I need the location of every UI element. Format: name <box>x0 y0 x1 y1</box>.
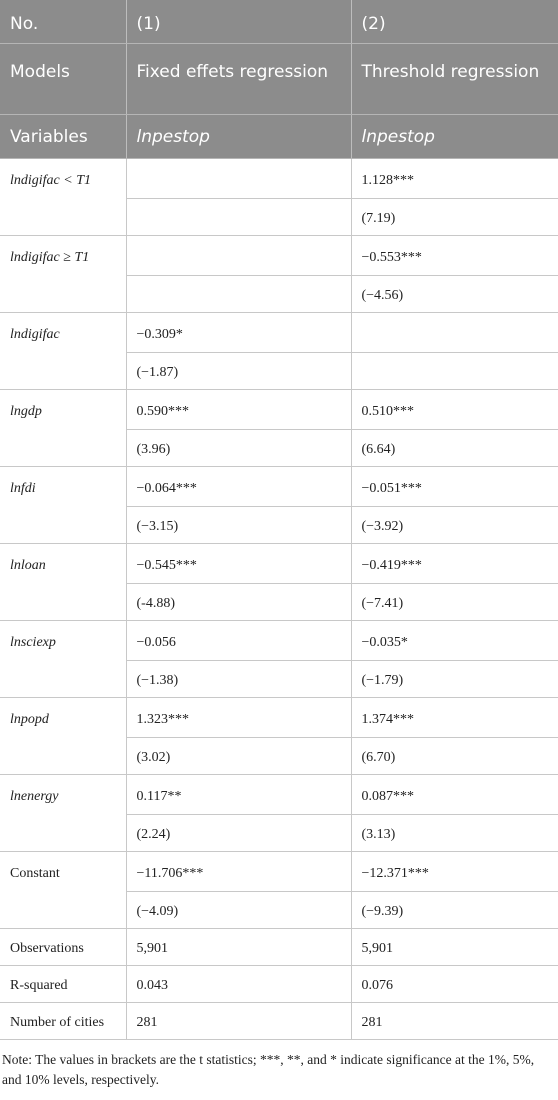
stat-cell: 0.076 <box>351 965 558 1002</box>
tstat-cell: (-4.88) <box>126 583 351 620</box>
header-cell: Fixed effets regression <box>126 43 351 114</box>
coef-cell: 0.510*** <box>351 389 558 429</box>
stat-cell: 281 <box>351 1002 558 1039</box>
coef-cell: 1.323*** <box>126 697 351 737</box>
header-cell: Variables <box>0 114 126 158</box>
table-row <box>0 158 558 198</box>
table-row <box>0 389 558 429</box>
tstat-cell: (−4.09) <box>126 891 351 928</box>
tstat-cell: (3.02) <box>126 737 351 774</box>
coef-cell: −0.553*** <box>351 235 558 275</box>
coef-cell: −0.051*** <box>351 466 558 506</box>
tstat-cell: (−4.56) <box>351 275 558 312</box>
variable-label: lndigifac ≥ T1 <box>0 235 126 312</box>
stat-label: Number of cities <box>0 1002 126 1039</box>
table-row <box>0 466 558 506</box>
table-row <box>0 965 558 1002</box>
coef-cell: −11.706*** <box>126 851 351 891</box>
table-row <box>0 1002 558 1039</box>
header-row-variables <box>0 114 558 158</box>
header-cell: Threshold regression <box>351 43 558 114</box>
coef-cell: −0.545*** <box>126 543 351 583</box>
table-row <box>0 851 558 891</box>
coef-cell: −0.419*** <box>351 543 558 583</box>
variable-label: lngdp <box>0 389 126 466</box>
coef-cell <box>126 158 351 198</box>
tstat-cell: (−9.39) <box>351 891 558 928</box>
header-cell: (1) <box>126 0 351 43</box>
coef-cell: −0.035* <box>351 620 558 660</box>
variable-label: lndigifac <box>0 312 126 389</box>
stat-label: R-squared <box>0 965 126 1002</box>
header-cell: No. <box>0 0 126 43</box>
header-cell: Models <box>0 43 126 114</box>
variable-label: Constant <box>0 851 126 928</box>
stat-cell: 5,901 <box>126 928 351 965</box>
table-row <box>0 235 558 275</box>
tstat-cell: (6.64) <box>351 429 558 466</box>
tstat-cell: (−3.15) <box>126 506 351 543</box>
table-row <box>0 620 558 660</box>
variable-label: lnpopd <box>0 697 126 774</box>
coef-cell: −0.309* <box>126 312 351 352</box>
variable-label: lnfdi <box>0 466 126 543</box>
tstat-cell <box>126 198 351 235</box>
stat-label: Observations <box>0 928 126 965</box>
table-row <box>0 312 558 352</box>
coef-cell: 1.374*** <box>351 697 558 737</box>
tstat-cell <box>351 352 558 389</box>
variable-label: lnloan <box>0 543 126 620</box>
tstat-cell: (7.19) <box>351 198 558 235</box>
tstat-cell: (2.24) <box>126 814 351 851</box>
tstat-cell <box>126 275 351 312</box>
header-cell: lnpestop <box>351 114 558 158</box>
variable-label: lnsciexp <box>0 620 126 697</box>
header-row-number <box>0 0 558 43</box>
table-row <box>0 928 558 965</box>
variable-label: lndigifac < T1 <box>0 158 126 235</box>
tstat-cell: (−1.79) <box>351 660 558 697</box>
coef-cell <box>351 312 558 352</box>
header-cell: (2) <box>351 0 558 43</box>
variable-label: lnenergy <box>0 774 126 851</box>
stat-cell: 5,901 <box>351 928 558 965</box>
header-cell: lnpestop <box>126 114 351 158</box>
header-row-models <box>0 43 558 114</box>
tstat-cell: (3.96) <box>126 429 351 466</box>
table-header <box>0 0 558 158</box>
tstat-cell: (6.70) <box>351 737 558 774</box>
table-note: Note: The values in brackets are the t statistics; ***, **, and * indicate significance at the 1%, 5%, and 10% levels, respectively. <box>2 1051 535 1087</box>
coef-cell: 1.128*** <box>351 158 558 198</box>
coef-cell: 0.590*** <box>126 389 351 429</box>
stat-cell: 281 <box>126 1002 351 1039</box>
tstat-cell: (−1.38) <box>126 660 351 697</box>
coef-cell: −0.056 <box>126 620 351 660</box>
stat-cell: 0.043 <box>126 965 351 1002</box>
coef-cell: −0.064*** <box>126 466 351 506</box>
tstat-cell: (3.13) <box>351 814 558 851</box>
coef-cell <box>126 235 351 275</box>
tstat-cell: (−7.41) <box>351 583 558 620</box>
coef-cell: 0.117** <box>126 774 351 814</box>
coef-cell: 0.087*** <box>351 774 558 814</box>
tstat-cell: (−1.87) <box>126 352 351 389</box>
table-row <box>0 543 558 583</box>
coef-cell: −12.371*** <box>351 851 558 891</box>
tstat-cell: (−3.92) <box>351 506 558 543</box>
table-body <box>0 158 558 1039</box>
table-row <box>0 697 558 737</box>
table-row <box>0 774 558 814</box>
